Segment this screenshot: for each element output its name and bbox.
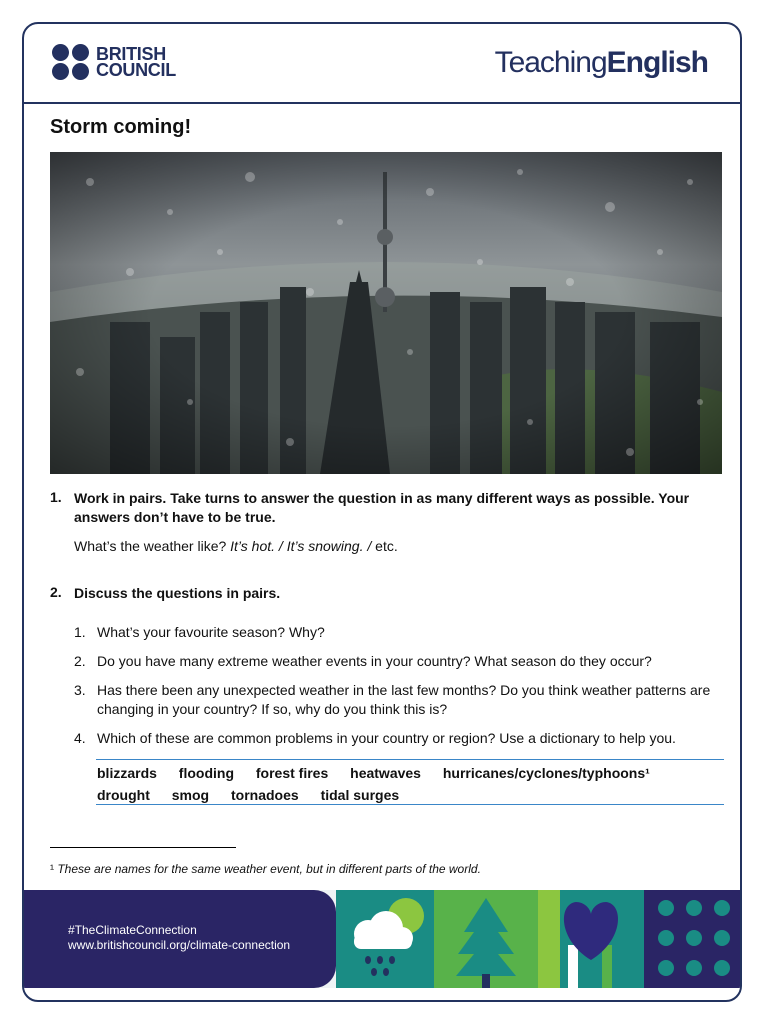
question-1	[50, 489, 710, 554]
brand-line2: COUNCIL	[96, 60, 176, 80]
climate-banner	[24, 890, 740, 988]
sub-question-4: 4. Which of these are common problems in your country or region? Use a dictionary to help you.	[74, 730, 676, 746]
storm-city-photo	[50, 152, 722, 474]
word-item: smog	[171, 787, 210, 803]
banner-url[interactable]: www.britishcouncil.org/climate-connection	[68, 938, 291, 952]
footnote: ¹ These are names for the same weather event, but in different parts of the world.	[50, 862, 481, 876]
word-item: tornadoes	[231, 787, 299, 803]
teaching-english-logo	[495, 46, 708, 80]
rain-cloud-icon	[328, 890, 434, 988]
word-item: blizzards	[97, 765, 157, 781]
sub-question-2: 2. Do you have many extreme weather events in your country? What season do they occur?	[74, 653, 652, 669]
page-title: Storm coming!	[50, 116, 192, 138]
question-1-example: What’s the weather like? It’s hot. / It’s snowing. / etc.	[74, 538, 398, 554]
word-item: heatwaves	[350, 765, 421, 781]
word-item: flooding	[178, 765, 234, 781]
brand-line1: BRITISH	[96, 44, 166, 64]
tree-icon	[434, 890, 538, 988]
footnote-divider	[50, 847, 236, 848]
heart-icon	[538, 890, 644, 988]
word-item: forest fires	[255, 765, 329, 781]
sub-question-3: 3. Has there been any unexpected weather in the last few months? Do you think weather patterns are changing in your country? If so, why do you think this is?	[74, 682, 711, 717]
banner-text-panel	[24, 890, 336, 988]
worksheet-frame	[22, 22, 742, 1002]
question-1-text: Work in pairs. Take turns to answer the question in as many different ways as possible. Your answers don’t have to be true.	[74, 490, 690, 525]
question-2-number: 2.	[50, 584, 62, 600]
teaching-word: Teaching	[494, 46, 607, 79]
word-item: drought	[97, 787, 150, 803]
banner-hashtag: #TheClimateConnection	[68, 923, 197, 937]
sub-question-1: 1. What’s your favourite season? Why?	[74, 624, 325, 640]
question-1-number: 1.	[50, 489, 62, 505]
word-item: hurricanes/cyclones/typhoons¹	[442, 765, 650, 781]
question-2-text: Discuss the questions in pairs.	[74, 585, 281, 601]
british-council-dots-icon	[52, 44, 90, 80]
vocabulary-row-2	[96, 784, 724, 806]
vocabulary-row-1	[96, 762, 724, 784]
word-item: tidal surges	[320, 787, 400, 803]
question-2	[50, 584, 720, 748]
vocabulary-box	[96, 759, 724, 805]
english-word: English	[606, 46, 708, 79]
british-council-logo	[52, 44, 176, 80]
header	[24, 24, 740, 104]
dots-pattern-icon	[644, 890, 742, 988]
